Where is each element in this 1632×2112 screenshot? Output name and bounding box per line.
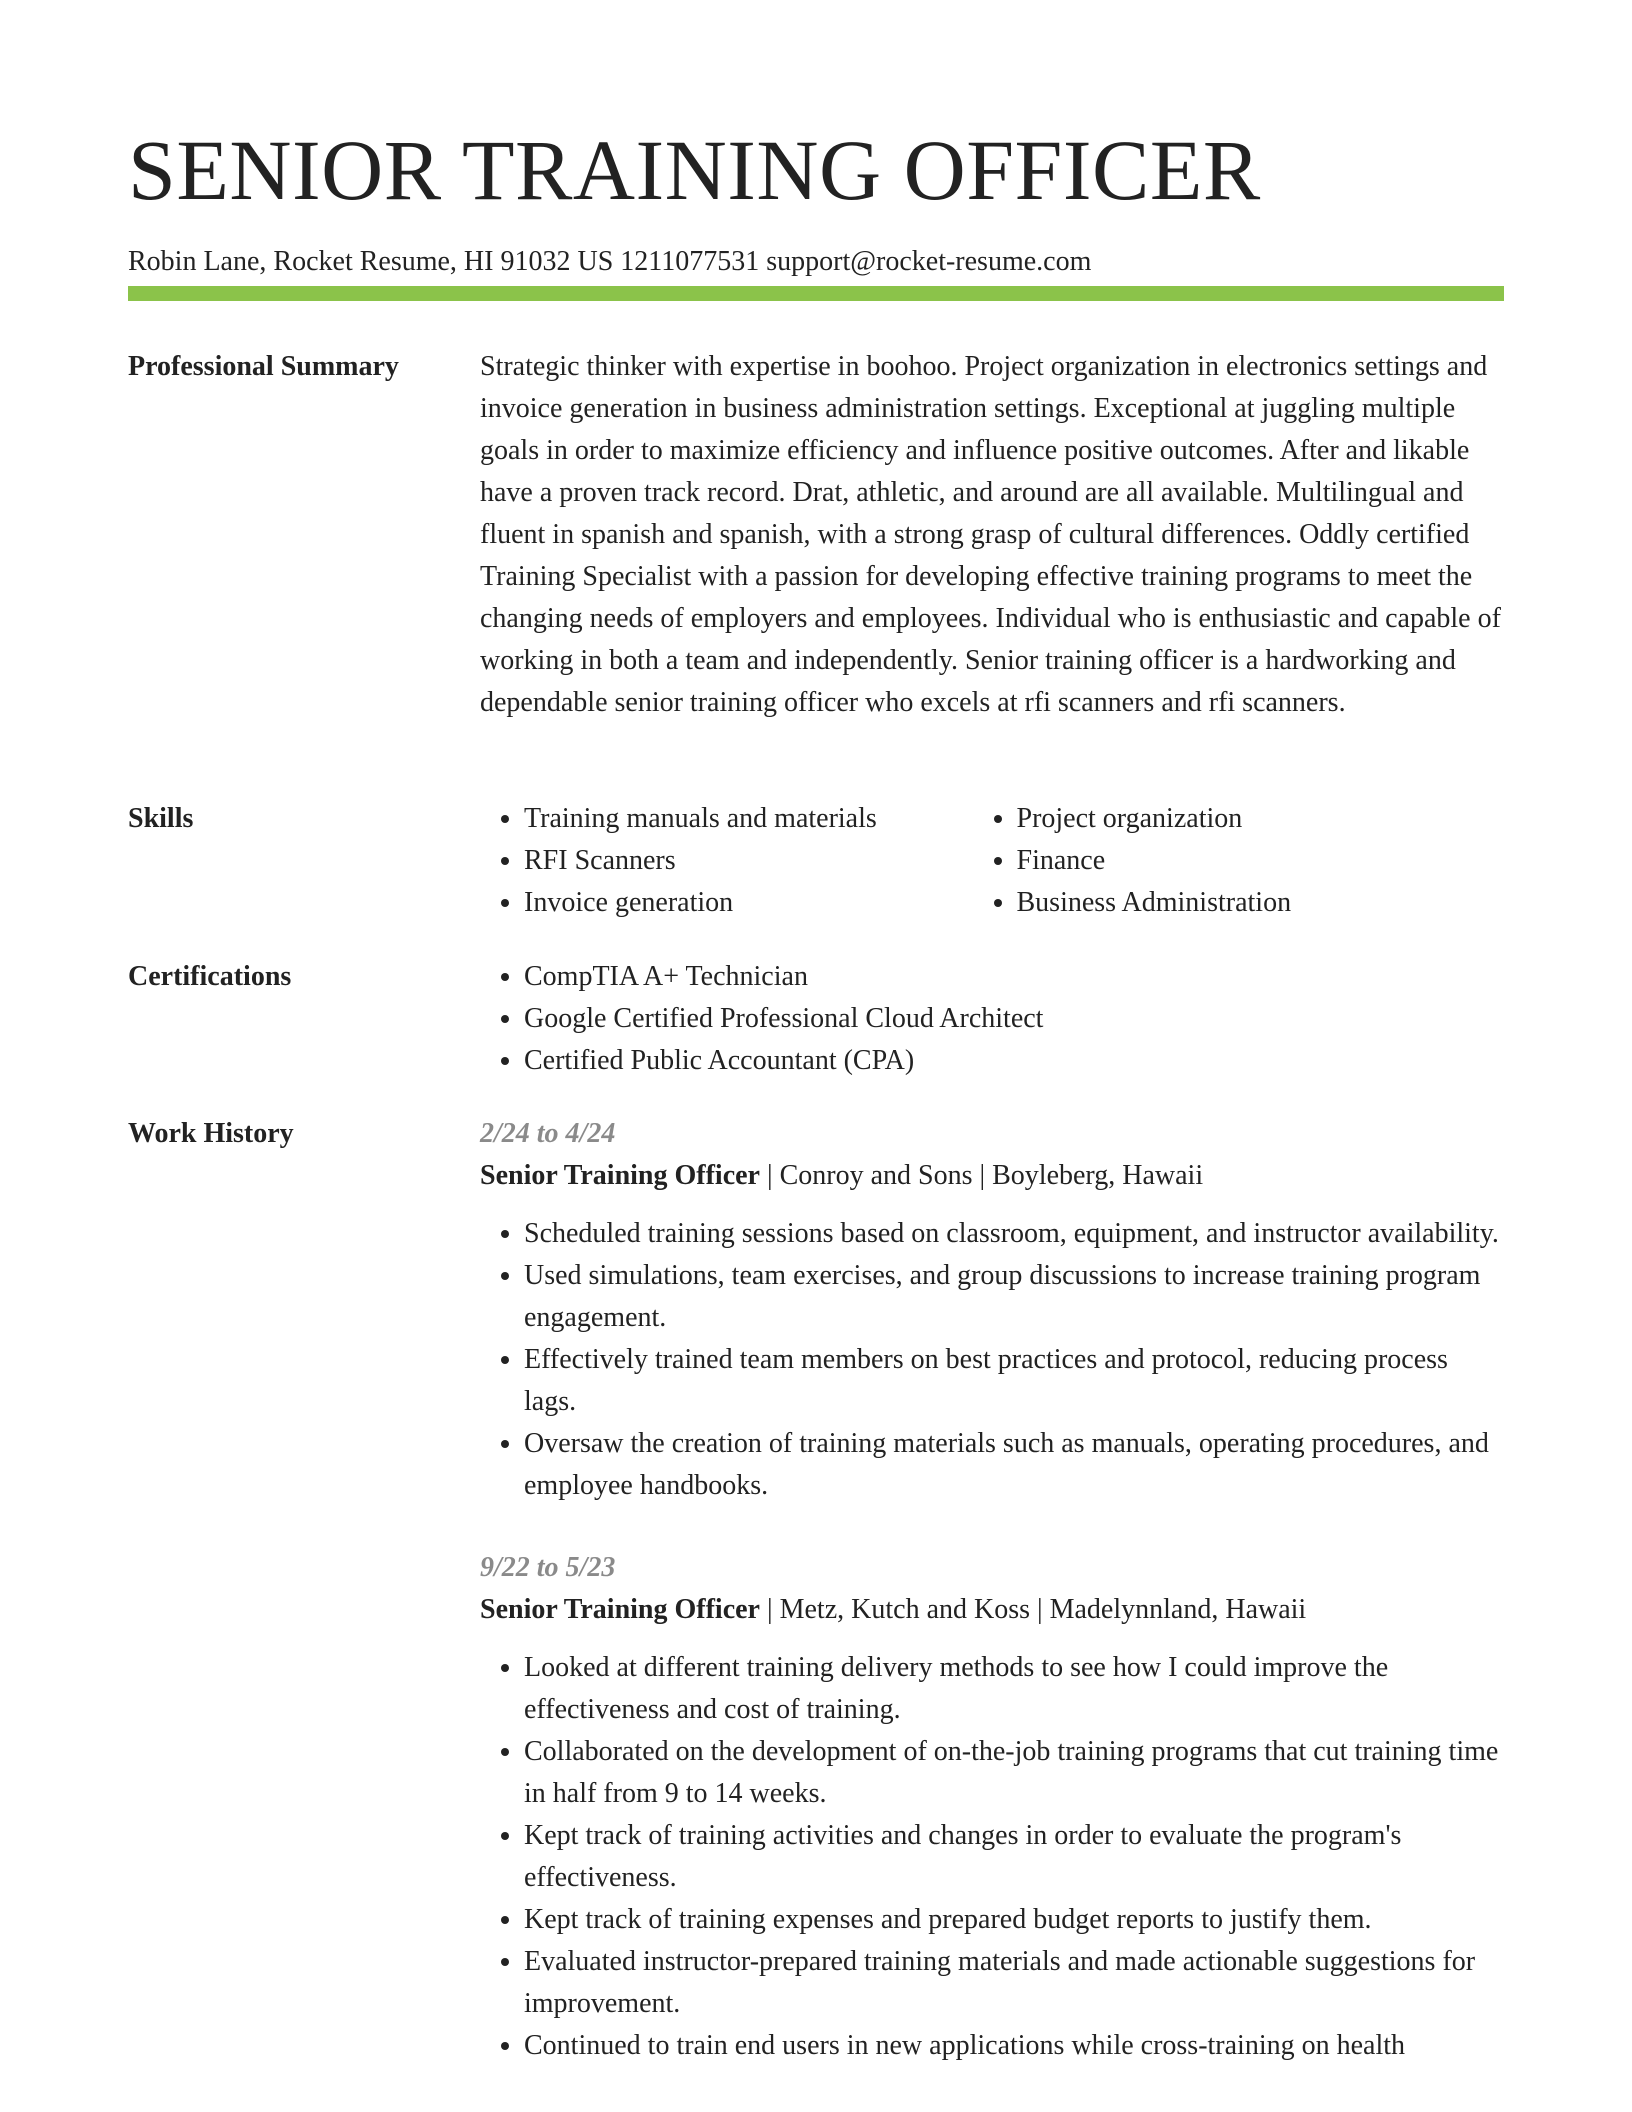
skill-item: • Project organization (1017, 798, 1505, 840)
job-bullet: • Scheduled training sessions based on classroom, equipment, and instructor availability. (524, 1213, 1504, 1255)
job-entry (480, 1113, 1504, 1507)
section-label-summary: Professional Summary (128, 351, 399, 382)
contact-line: Robin Lane, Rocket Resume, HI 91032 US 1211077531 support@rocket-resume.com (128, 246, 1092, 277)
job-bullets (480, 1647, 1504, 2067)
job-entry (480, 1547, 1504, 2067)
job-bullet: • Used simulations, team exercises, and group discussions to increase training program engagement. (524, 1255, 1504, 1339)
page-title: SENIOR TRAINING OFFICER (128, 122, 1261, 218)
work-history-section (128, 1113, 1504, 2112)
skills-column-right (973, 798, 1505, 924)
skill-item: • Invoice generation (524, 882, 973, 924)
job-bullet: • Kept track of training activities and changes in order to evaluate the program's effectiveness. (524, 1815, 1504, 1899)
section-label-work-history: Work History (128, 1118, 294, 1149)
certification-item: • Certified Public Accountant (CPA) (524, 1040, 1504, 1082)
summary-text: Strategic thinker with expertise in boohoo. Project organization in electronics settings and invoice generation in business administration settings. Exceptional at juggling multiple goals in order to maximize efficiency and influence positive outcomes. After and likable have a proven track record. Drat, athletic, and around are all available. Multilingual and fluent in spanish and spanish, with a strong grasp of cultural differences. Oddly certified Training Specialist with a passion for developing effective training programs to meet the changing needs of employers and employees. Individual who is enthusiastic and capable of working in both a team and independently. Senior training officer is a hardworking and dependable senior training officer who excels at rfi scanners and rfi scanners. (480, 351, 1501, 718)
job-details: | Conroy and Sons | Boyleberg, Hawaii (760, 1160, 1204, 1191)
certifications-section (128, 956, 1504, 1086)
job-dates: 2/24 to 4/24 (480, 1118, 616, 1149)
section-label-skills: Skills (128, 803, 194, 834)
job-bullet: • Continued to train end users in new applications while cross-training on health (524, 2025, 1504, 2067)
job-title: Senior Training Officer (480, 1160, 760, 1191)
skills-section (128, 798, 1504, 928)
accent-divider (128, 286, 1504, 301)
certification-item: • Google Certified Professional Cloud Architect (524, 998, 1504, 1040)
job-bullet: • Evaluated instructor-prepared training materials and made actionable suggestions for improvement. (524, 1941, 1504, 2025)
job-bullets (480, 1213, 1504, 1507)
section-label-certifications: Certifications (128, 961, 292, 992)
job-bullet: • Looked at different training delivery methods to see how I could improve the effectiveness and cost of training. (524, 1647, 1504, 1731)
job-details: | Metz, Kutch and Koss | Madelynnland, Hawaii (760, 1594, 1307, 1625)
skills-list (480, 798, 1504, 924)
skill-item: • Training manuals and materials (524, 798, 973, 840)
skill-item: • Business Administration (1017, 882, 1505, 924)
certifications-list (480, 956, 1504, 1082)
resume-header (128, 118, 1504, 280)
job-bullet: • Collaborated on the development of on-the-job training programs that cut training time in half from 9 to 14 weeks. (524, 1731, 1504, 1815)
work-history-content (480, 1113, 1504, 2095)
job-bullet: • Kept track of training expenses and prepared budget reports to justify them. (524, 1899, 1504, 1941)
skill-item: • Finance (1017, 840, 1505, 882)
skills-column-left (480, 798, 973, 924)
summary-section (128, 346, 1504, 786)
skill-item: • RFI Scanners (524, 840, 973, 882)
job-dates: 9/22 to 5/23 (480, 1552, 616, 1583)
job-bullet: • Oversaw the creation of training materials such as manuals, operating procedures, and employee handbooks. (524, 1423, 1504, 1507)
job-title: Senior Training Officer (480, 1594, 760, 1625)
job-bullet: • Effectively trained team members on best practices and protocol, reducing process lags. (524, 1339, 1504, 1423)
job-heading (480, 1155, 1504, 1197)
job-heading (480, 1589, 1504, 1631)
certification-item: • CompTIA A+ Technician (524, 956, 1504, 998)
